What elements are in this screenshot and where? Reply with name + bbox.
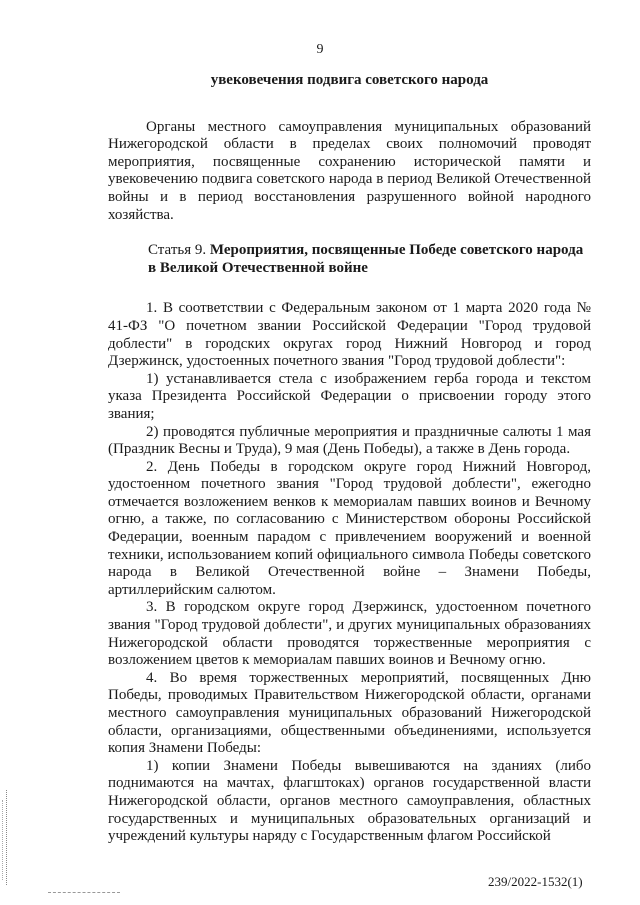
scan-bottom-mark <box>48 892 120 894</box>
article-heading <box>108 242 591 277</box>
document-footer-code: 239/2022-1532(1) <box>488 874 583 889</box>
section-heading-continuation: увековечения подвига советского народа <box>210 72 489 88</box>
scan-margin-mark <box>6 790 8 885</box>
document-body <box>108 72 591 846</box>
article-label: Статья 9. <box>148 242 207 259</box>
article-title: Мероприятия, посвященные Победе советского народа в Великой Отечественной войне <box>148 242 584 276</box>
article-paragraph-1: 1. В соответствии с Федеральным законом от 1 марта 2020 года № 41-ФЗ "О почетном звании Российской Федерации "Город трудовой доблести" в городских округах город Нижний Новгород и город Дзержинск, удостоенных почетного звания "Город трудовой доблести": <box>108 300 591 370</box>
article-paragraph-2: 2. День Победы в городском округе город Нижний Новгород, удостоенном почетного звания "Город трудовой доблести", ежегодно отмечается возложением венков к мемориалам павших воинов и Вечному огню, а также, по согласованию с Министерством обороны Российской Федерации, военным парадом с привлечением вооружений и военной техники, использованием копий официального символа Победы советского народа в Великой Отечественной войне – Знамени Победы, артиллерийским салютом. <box>108 458 591 598</box>
article-paragraph-1-item-1: 1) устанавливается стела с изображением герба города и текстом указа Президента Российской Федерации о присвоении городу этого звания; <box>108 370 591 422</box>
section-paragraph: Органы местного самоуправления муниципальных образований Нижегородской области в пределах своих полномочий проводят мероприятия, посвященные сохранению исторической памяти и увековечению подвига советского народа в период Великой Отечественной войны и в период восстановления разрушенного войной народного хозяйства. <box>108 118 591 223</box>
article-paragraph-3: 3. В городском округе город Дзержинск, удостоенном почетного звания "Город трудовой доблести", и других муниципальных образованиях Нижегородской области проводятся торжественные мероприятия с возложением цветов к мемориалам павших воинов и Вечному огню. <box>108 599 591 669</box>
scan-margin-mark-secondary <box>2 800 4 880</box>
article-paragraph-4-item-1: 1) копии Знамени Победы вывешиваются на зданиях (либо поднимаются на мачтах, флагштоках) органов государственной власти Нижегородской области, органов местного самоуправления, областных государственных и муниципальных образовательных организаций и учреждений культуры наряду с Государственным флагом Российской <box>108 757 591 845</box>
article-paragraph-1-item-2: 2) проводятся публичные мероприятия и праздничные салюты 1 мая (Праздник Весны и Труда), 9 мая (День Победы), а также в День города. <box>108 423 591 458</box>
article-paragraph-4: 4. Во время торжественных мероприятий, посвященных Дню Победы, проводимых Правительством Нижегородской области, органами местного самоуправления муниципальных образований Нижегородской области, организациями, общественными объединениями, используется копия Знамени Победы: <box>108 669 591 757</box>
page-number: 9 <box>316 42 324 57</box>
